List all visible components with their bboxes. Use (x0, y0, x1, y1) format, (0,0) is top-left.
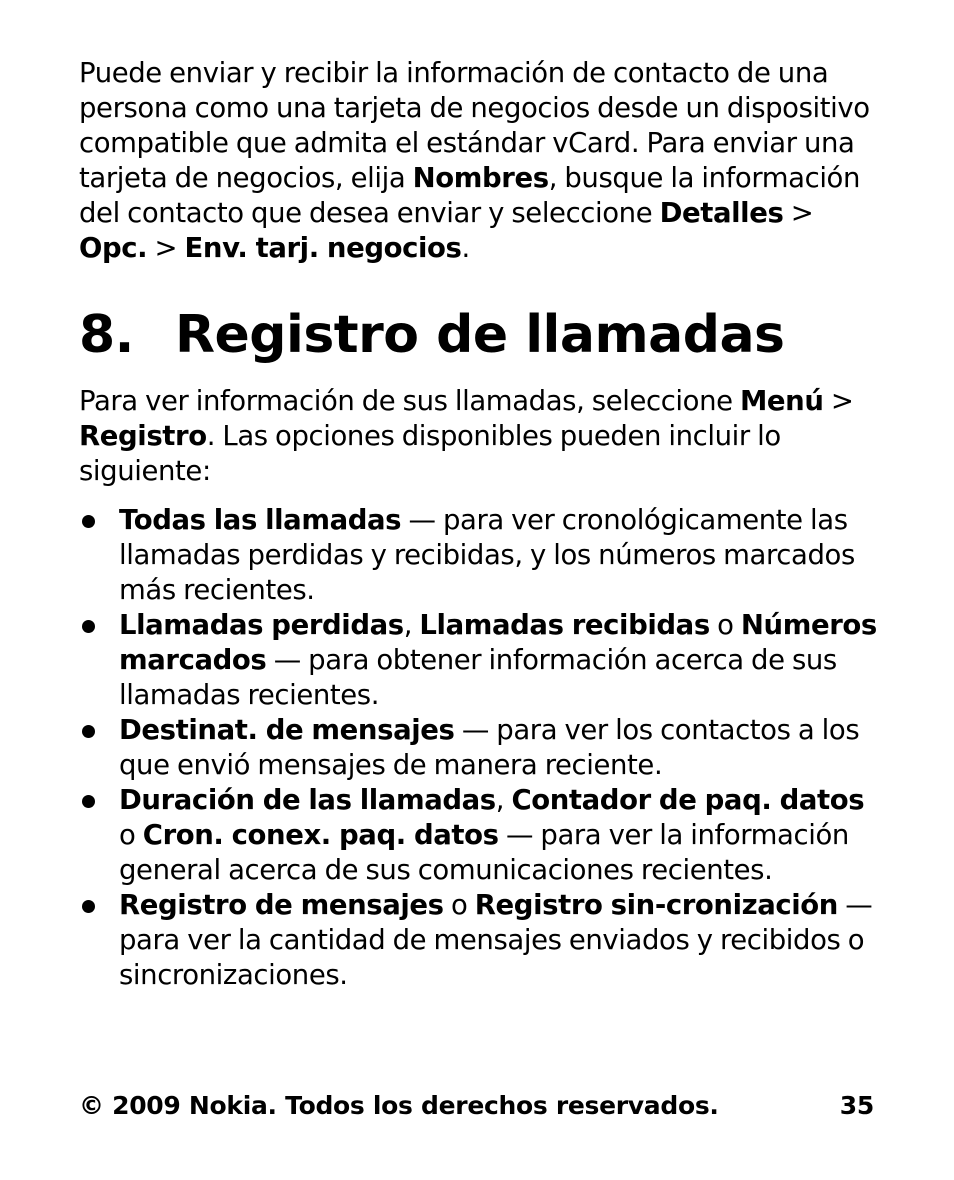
bullet-icon (82, 795, 95, 808)
option-separator: , (495, 784, 512, 816)
option-name: Registro de mensajes (119, 889, 444, 921)
menu-term-env-tarj: Env. tarj. negocios (184, 232, 462, 264)
option-description: — para ver la cantidad de mensajes enviados y recibidos o sincronizaciones. (119, 889, 873, 991)
list-item (79, 503, 879, 608)
menu-term-menu: Menú (739, 385, 824, 417)
option-description: — para ver cronológicamente las llamadas perdidas y recibidas, y los números marcados más recientes. (119, 504, 855, 606)
section-heading (79, 302, 879, 368)
menu-separator: > (823, 385, 854, 417)
menu-term-nombres: Nombres (412, 162, 549, 194)
list-item (79, 713, 879, 783)
list-item (79, 783, 879, 888)
section-intro-text: Para ver información de sus llamadas, seleccione (79, 385, 740, 417)
bullet-icon (82, 515, 95, 528)
bullet-icon (82, 725, 95, 738)
bullet-icon (82, 900, 95, 913)
option-name: Llamadas perdidas (119, 609, 404, 641)
intro-text: . (461, 232, 470, 264)
menu-term-registro: Registro (79, 420, 207, 452)
option-name: Registro sin-cronización (474, 889, 838, 921)
option-description: — para ver la información general acerca de sus comunicaciones recientes. (119, 819, 849, 886)
option-name: Contador de paq. datos (511, 784, 865, 816)
page-content (79, 56, 879, 993)
option-name: Números marcados (119, 609, 877, 676)
option-separator: o (709, 609, 741, 641)
option-description: — para obtener información acerca de sus llamadas recientes. (119, 644, 837, 711)
copyright-notice: © 2009 Nokia. Todos los derechos reservados. (79, 1091, 719, 1120)
intro-text: , busque la información del contacto que desea enviar y seleccione (79, 162, 861, 229)
option-separator: , (403, 609, 420, 641)
option-name: Cron. conex. paq. datos (142, 819, 499, 851)
section-intro-paragraph (79, 384, 879, 489)
menu-separator: > (783, 197, 814, 229)
bullet-icon (82, 620, 95, 633)
option-name: Destinat. de mensajes (119, 714, 455, 746)
list-item (79, 888, 879, 993)
section-title: Registro de llamadas (175, 305, 785, 365)
section-number: 8. (79, 305, 134, 365)
page-number: 35 (839, 1091, 874, 1120)
section-intro-text: . Las opciones disponibles pueden incluir lo siguiente: (79, 420, 781, 487)
option-separator: o (119, 819, 143, 851)
option-separator: o (443, 889, 475, 921)
list-item (79, 608, 879, 713)
option-name: Todas las llamadas (119, 504, 402, 536)
option-name: Llamadas recibidas (419, 609, 710, 641)
menu-term-detalles: Detalles (659, 197, 784, 229)
option-name: Duración de las llamadas (119, 784, 496, 816)
option-description: — para ver los contactos a los que envió mensajes de manera reciente. (119, 714, 860, 781)
menu-separator: > (147, 232, 185, 264)
page-footer (79, 1090, 874, 1122)
intro-text: Puede enviar y recibir la información de contacto de una persona como una tarjeta de negocios desde un dispositivo compatible que admita el estándar vCard. Para enviar una tarjeta de negocios, elija (79, 57, 870, 194)
intro-paragraph (79, 56, 879, 266)
options-list (79, 503, 879, 993)
menu-term-opc: Opc. (79, 232, 148, 264)
